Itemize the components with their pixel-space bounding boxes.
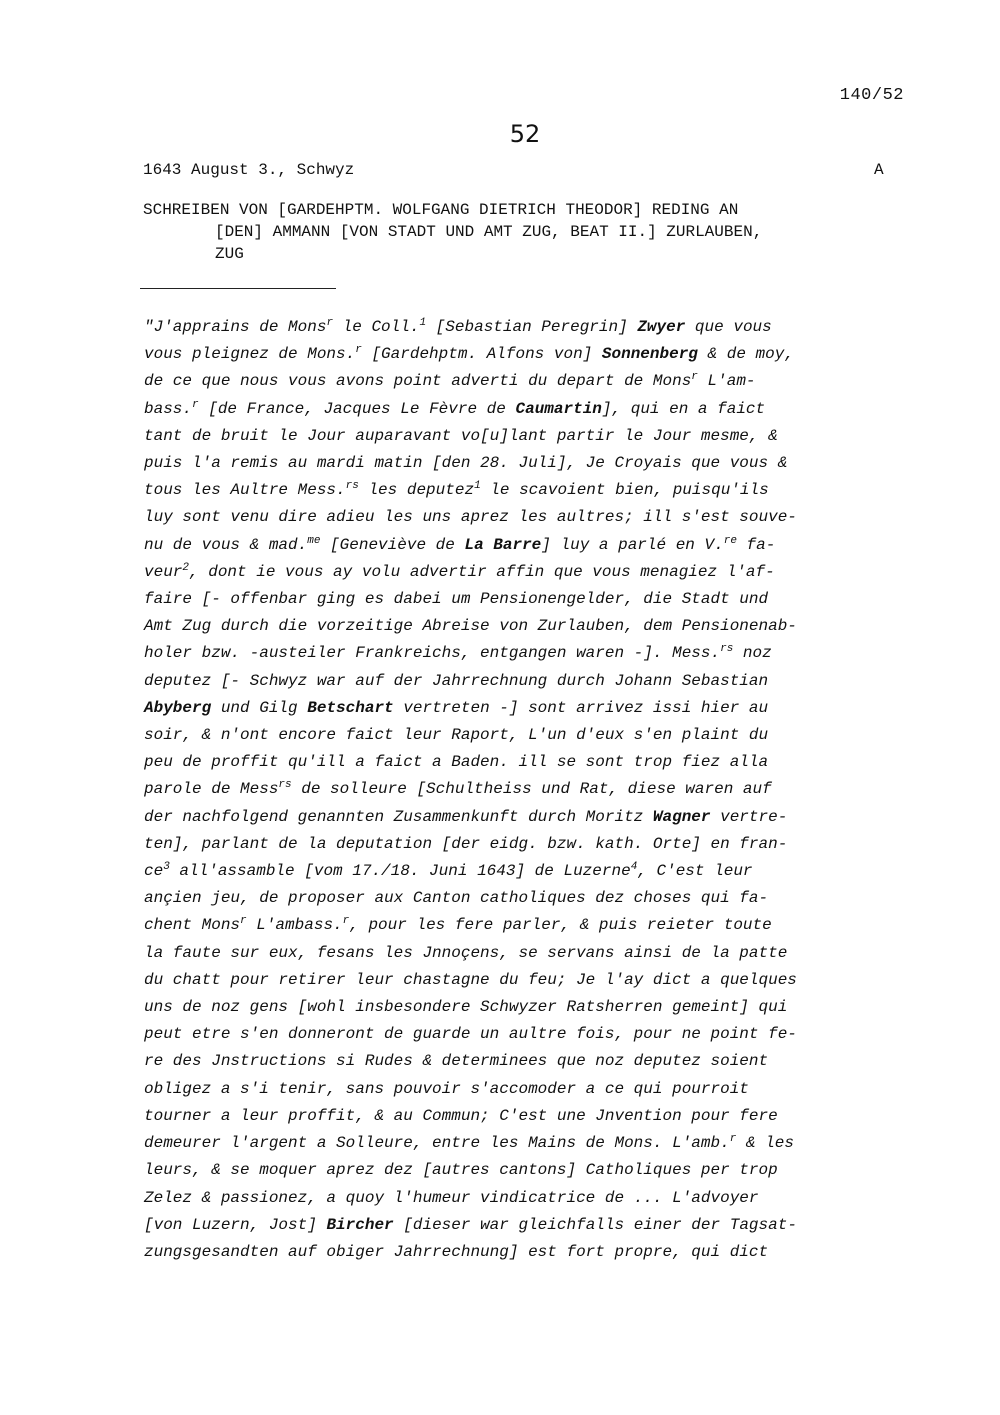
body-line	[144, 613, 797, 640]
body-line	[144, 640, 797, 667]
superscript: rs	[278, 779, 292, 792]
superscript: r	[355, 344, 362, 357]
name-emphasis: Sonnenberg	[601, 345, 698, 364]
text-run: vertre-	[710, 807, 788, 826]
text-run: Amt Zug durch die vorzeitige Abreise von Zurlauben, dem Pensionenab-	[144, 617, 797, 636]
name-emphasis: Wagner	[652, 807, 711, 826]
text-run: [Geneviève de	[320, 535, 465, 554]
text-run: tourner a leur proffit, & au Commun; C'est une Jnvention pour fere	[144, 1106, 778, 1125]
name-emphasis: Bircher	[326, 1215, 394, 1234]
separator-rule	[140, 288, 336, 289]
superscript: 4	[630, 861, 638, 874]
text-run: de ce que nous vous avons point adverti du depart de Mons	[144, 372, 692, 391]
body-line	[144, 1048, 797, 1075]
body-line	[144, 368, 797, 395]
body-line	[144, 504, 797, 531]
text-run: peut etre s'en donneront de guarde un aultre fois, pour ne point fe-	[144, 1025, 797, 1044]
text-run: und Gilg	[211, 698, 308, 717]
body-line	[144, 749, 797, 776]
body-line	[144, 722, 797, 749]
text-run: , C'est leur	[637, 862, 753, 881]
letter-body	[144, 314, 797, 1266]
body-line	[144, 586, 797, 613]
text-run: les deputez	[358, 481, 475, 500]
body-line	[144, 450, 797, 477]
name-emphasis: Caumartin	[515, 399, 602, 418]
name-emphasis: Betschart	[307, 698, 394, 717]
page-reference: 140/52	[839, 86, 904, 105]
body-line	[144, 994, 797, 1021]
body-line	[144, 1076, 797, 1103]
text-run: de solleure [Schultheiss und Rat, diese waren auf	[291, 780, 772, 799]
body-line	[144, 1021, 797, 1048]
name-emphasis: Zwyer	[637, 318, 686, 336]
text-run: L'am-	[697, 372, 756, 391]
text-run: zungsgesandten auf obiger Jahrrechnung] est fort propre, qui dict	[144, 1242, 769, 1261]
text-run: soir, & n'ont encore faict leur Raport, L'un d'eux s'en plaint du	[144, 726, 769, 745]
superscript: 3	[163, 861, 170, 874]
superscript: r	[729, 1133, 737, 1146]
text-run: [Gardehptm. Alfons von]	[361, 345, 602, 364]
text-run: & de moy,	[697, 345, 794, 364]
text-run: [de France, Jacques Le Fèvre de	[198, 399, 516, 418]
text-run: chent Mons	[144, 916, 241, 935]
body-line	[144, 1239, 797, 1266]
body-line	[144, 1157, 797, 1184]
text-run: le Coll.	[333, 318, 420, 336]
text-run: ançien jeu, de proposer aux Canton catholiques dez choses qui fa-	[144, 889, 769, 908]
text-run: le scavoient bien, puisqu'ils	[480, 481, 769, 500]
text-run: L'ambass.	[246, 916, 343, 935]
body-line	[144, 858, 797, 885]
body-line	[144, 559, 797, 586]
body-line	[144, 1103, 797, 1130]
text-run: ce	[144, 862, 164, 881]
body-line	[144, 668, 797, 695]
text-run: , pour les fere parler, & puis reieter toute	[349, 916, 772, 935]
superscript: rs	[345, 480, 359, 493]
body-line	[144, 804, 797, 831]
document-number: 52	[509, 120, 541, 148]
superscript: r	[326, 317, 334, 329]
text-run: der nachfolgend genannten Zusammenkunft durch Moritz	[144, 807, 653, 826]
text-run: holer bzw. -austeiler Frankreichs, entgangen waren -]. Mess.	[144, 644, 721, 663]
text-run: [dieser war gleichfalls einer der Tagsat-	[393, 1215, 797, 1234]
text-run: ], qui en a faict	[601, 399, 766, 418]
text-run: obligez a s'i tenir, sans pouvoir s'accomoder a ce qui pourroit	[144, 1079, 749, 1098]
text-run: uns de noz gens [wohl insbesondere Schwyzer Ratsherren gemeint] qui	[144, 998, 788, 1017]
superscript: 1	[419, 317, 427, 329]
text-run: peu de proffit qu'ill a faict a Baden. ill se sont trop fiez alla	[144, 753, 769, 772]
text-run: deputez [- Schwyz war auf der Jahrrechnung durch Johann Sebastian	[144, 671, 769, 690]
text-run: que vous	[685, 318, 772, 336]
text-run: & les	[736, 1134, 794, 1153]
text-run: [von Luzern, Jost]	[144, 1215, 327, 1234]
body-line	[144, 532, 797, 559]
body-line	[144, 1185, 797, 1212]
text-run: leurs, & se moquer aprez dez [autres cantons] Catholiques per trop	[144, 1161, 778, 1180]
superscript: rs	[720, 643, 734, 656]
body-line	[144, 776, 797, 803]
body-line	[144, 695, 797, 722]
text-run: parole de Mess	[144, 780, 279, 799]
superscript: r	[192, 398, 199, 411]
body-line	[144, 477, 797, 504]
text-run: "J'apprains de Mons	[144, 318, 327, 336]
text-run: all'assamble [vom 17./18. Juni 1643] de Luzerne	[169, 862, 631, 881]
text-run: nu de vous & mad.	[144, 535, 308, 554]
date-place: 1643 August 3., Schwyz	[143, 161, 355, 179]
superscript: 1	[474, 480, 481, 493]
text-run: puis l'a remis au mardi matin [den 28. Juli], Je Croyais que vous &	[144, 454, 788, 473]
text-run: , dont ie vous ay volu advertir affin que vous menagiez l'af-	[189, 562, 775, 581]
body-line	[144, 314, 797, 341]
body-line	[144, 341, 797, 368]
text-run: Zelez & passionez, a quoy l'humeur vindicatrice de ... L'advoyer	[144, 1188, 759, 1207]
document-category: A	[874, 161, 884, 179]
text-run: vous pleignez de Mons.	[144, 345, 356, 364]
superscript: r	[342, 915, 350, 928]
name-emphasis: La Barre	[464, 535, 542, 554]
body-line	[144, 831, 797, 858]
body-line	[144, 912, 797, 939]
text-run: ] luy a parlé en V.	[541, 535, 724, 554]
text-run: du chatt pour retirer leur chastagne du feu; Je l'ay dict a quelques	[144, 970, 797, 989]
superscript: 2	[182, 561, 190, 574]
text-run: re des Jnstructions si Rudes & determinees que noz deputez soient	[144, 1052, 769, 1071]
body-line	[144, 1130, 797, 1157]
text-run: fa-	[736, 535, 776, 554]
name-emphasis: Abyberg	[144, 698, 212, 717]
body-line	[144, 885, 797, 912]
heading-line-3: ZUG	[215, 245, 244, 263]
text-run: ten], parlant de la deputation [der eidg. bzw. kath. Orte] en fran-	[144, 834, 788, 853]
text-run: tous les Aultre Mess.	[144, 481, 346, 500]
text-run: tant de bruit le Jour auparavant vo[u]lant partir le Jour mesme, &	[144, 426, 778, 445]
heading-line-1: SCHREIBEN VON [GARDEHPTM. WOLFGANG DIETRICH THEODOR] REDING AN	[143, 201, 739, 219]
superscript: me	[307, 534, 321, 547]
text-run: la faute sur eux, fesans les Jnnoçens, se servans ainsi de la patte	[144, 943, 788, 962]
superscript: r	[691, 371, 698, 384]
body-line	[144, 940, 797, 967]
body-line	[144, 1212, 797, 1239]
text-run: vertreten -] sont arrivez issi hier au	[393, 698, 769, 717]
text-run: luy sont venu dire adieu les uns aprez les aultres; ill s'est souve-	[144, 508, 797, 527]
body-line	[144, 967, 797, 994]
text-run: [Sebastian Peregrin]	[426, 318, 638, 336]
document-heading	[143, 199, 762, 265]
heading-line-2: [DEN] AMMANN [VON STADT UND AMT ZUG, BEAT II.] ZURLAUBEN,	[215, 223, 763, 241]
text-run: demeurer l'argent a Solleure, entre les Mains de Mons. L'amb.	[144, 1134, 730, 1153]
superscript: r	[240, 915, 247, 928]
body-line	[144, 396, 797, 423]
text-run: noz	[733, 644, 772, 663]
text-run: bass.	[144, 399, 193, 418]
text-run: veur	[144, 562, 183, 581]
text-run: faire [- offenbar ging es dabei um Pensionengelder, die Stadt und	[144, 590, 769, 609]
body-line	[144, 423, 797, 450]
superscript: re	[723, 534, 737, 547]
